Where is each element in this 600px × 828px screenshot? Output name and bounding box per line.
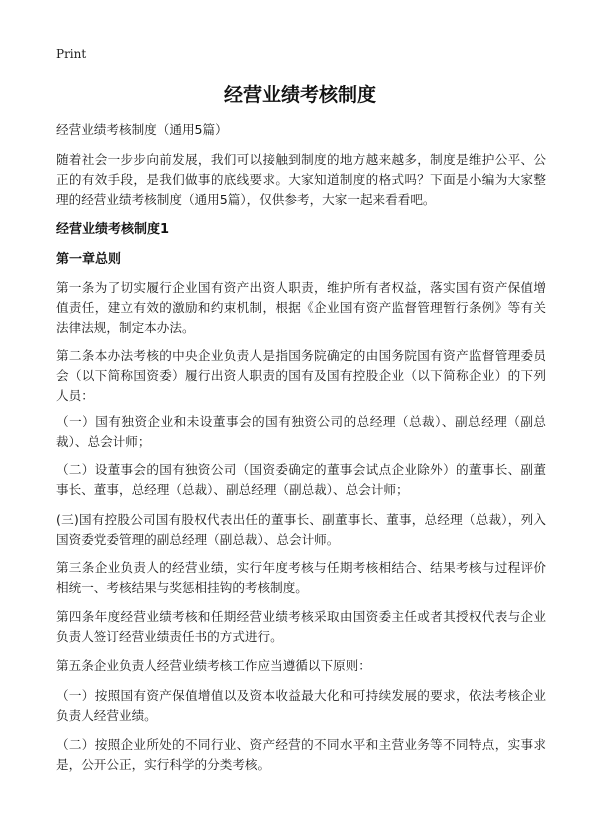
print-link[interactable]: Print [56, 47, 87, 61]
article-2-paragraph: 第二条本办法考核的中央企业负责人是指国务院确定的由国务院国有资产监督管理委员会（以下简称国资委）履行出资人职责的国有及国有控股企业（以下简称企业）的下列人员： [56, 348, 546, 403]
clause-2-paragraph: （二）设董事会的国有独资公司（国资委确定的董事会试点企业除外）的董事长、副董事长、董事，总经理（总裁）、副总经理（副总裁）、总会计师； [56, 462, 546, 497]
clause-1-paragraph: （一）国有独资企业和未设董事会的国有独资公司的总经理（总裁）、副总经理（副总裁）、总会计师； [56, 414, 546, 449]
principle-1-paragraph: （一）按照国有资产保值增值以及资本收益最大化和可持续发展的要求，依法考核企业负责人经营业绩。 [56, 688, 546, 723]
chapter-heading: 第一章总则 [56, 252, 122, 267]
section-heading: 经营业绩考核制度1 [56, 222, 170, 237]
document-title: 经营业绩考核制度 [223, 84, 376, 106]
clause-3-paragraph: (三)国有控股公司国有股权代表出任的董事长、副董事长、董事，总经理（总裁），列入国资委党委管理的副总经理（副总裁）、总会计师。 [56, 512, 546, 547]
principle-2-paragraph: （二）按照企业所处的不同行业、资产经营的不同水平和主营业务等不同特点，实事求是，公开公正，实行科学的分类考核。 [56, 737, 546, 772]
article-5-paragraph: 第五条企业负责人经营业绩考核工作应当遵循以下原则： [56, 658, 371, 673]
intro-paragraph: 随着社会一步步向前发展，我们可以接触到制度的地方越来越多，制度是维护公平、公正的有效手段，是我们做事的底线要求。大家知道制度的格式吗？下面是小编为大家整理的经营业绩考核制度（通用5篇），仅供参考，大家一起来看看吧。 [56, 152, 546, 207]
article-3-paragraph: 第三条企业负责人的经营业绩，实行年度考核与任期考核相结合、结果考核与过程评价相统一、考核结果与奖惩相挂钩的考核制度。 [56, 560, 546, 595]
article-1-paragraph: 第一条为了切实履行企业国有资产出资人职责，维护所有者权益，落实国有资产保值增值责任，建立有效的激励和约束机制，根据《企业国有资产监督管理暂行条例》等有关法律法规，制定本办法。 [56, 280, 546, 335]
document-subtitle: 经营业绩考核制度（通用5篇） [56, 122, 228, 137]
article-4-paragraph: 第四条年度经营业绩考核和任期经营业绩考核采取由国资委主任或者其授权代表与企业负责人签订经营业绩责任书的方式进行。 [56, 609, 546, 644]
